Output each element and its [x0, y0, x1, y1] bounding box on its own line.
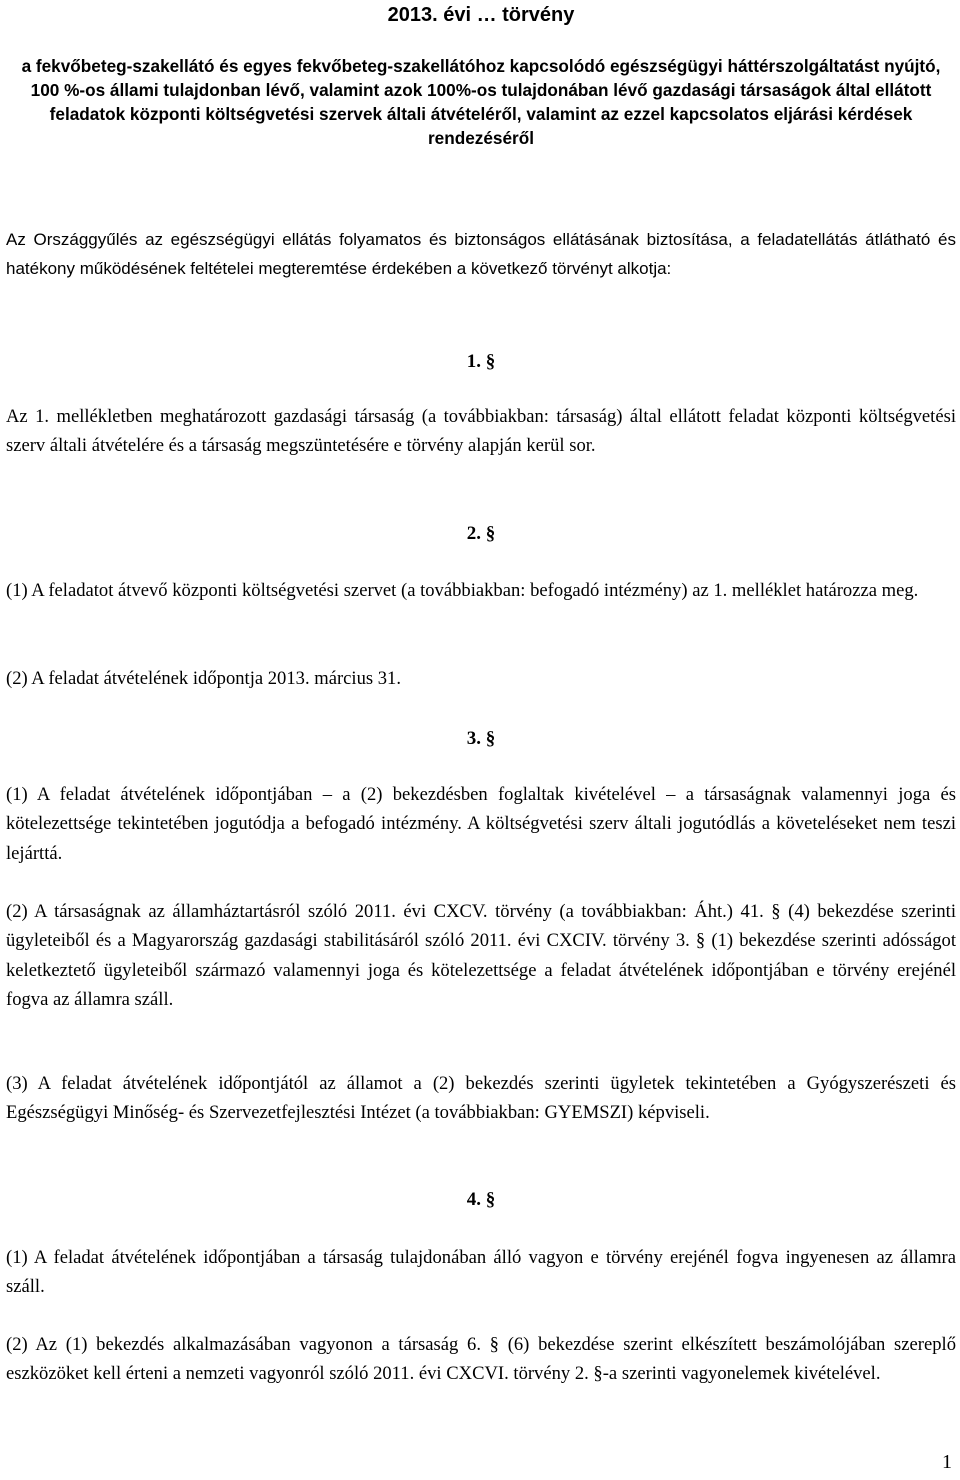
section-3-paragraph-1: (1) A feladat átvételének időpontjában – a (2) bekezdésben foglaltak kivételével – a társaságnak valamennyi joga és kötelezettsége tekintetében jogutódja a befogadó intézmény. A költségvetési szerv általi jogutódlás a követeléseket nem teszi lejárttá.	[6, 784, 956, 864]
section-3-paragraph-3: (3) A feladat átvételének időpontjától az államot a (2) bekezdés szerinti ügyletek tekintetében a Gyógyszerészeti és Egészségügyi Minőség- és Szervezetfejlesztési Intézet (a továbbiakban: GYEMSZI) képviseli.	[6, 1073, 956, 1124]
section-2-paragraph-1: (1) A feladatot átvevő központi költségvetési szervet (a továbbiakban: befogadó intézmény) az 1. melléklet határozza meg.	[6, 580, 919, 601]
section-4-heading: 4. §	[466, 1189, 496, 1210]
law-subtitle: a fekvőbeteg-szakellátó és egyes fekvőbeteg-szakellátóhoz kapcsolódó egészségügyi háttérszolgáltatást nyújtó, 100 %-os állami tulajdonban lévő, valamint azok 100%-os tulajdonában lévő gazdasági társaságok által ellátott feladatok központi költségvetési szervek általi átvételéről, valamint az ezzel kapcsolatos eljárási kérdések rendezéséről	[21, 56, 941, 148]
section-4-paragraph-1: (1) A feladat átvételének időpontjában a társaság tulajdonában álló vagyon e törvény erejénél fogva ingyenesen az államra száll.	[6, 1247, 956, 1298]
section-3-paragraph-2: (2) A társaságnak az államháztartásról szóló 2011. évi CXCV. törvény (a továbbiakban: Áht.) 41. § (4) bekezdése szerinti ügyleteiből és a Magyarország gazdasági stabilitásáról szóló 2011. évi CXCIV. törvény 3. § (1) bekezdése szerinti adósságot keletkeztető ügyleteiből származó valamennyi joga és kötelezettsége a feladat átvételének időpontjában e törvény erejénél fogva az államra száll.	[6, 901, 956, 1011]
section-1-paragraph-1: Az 1. mellékletben meghatározott gazdasági társaság (a továbbiakban: társaság) által ellátott feladat központi költségvetési szerv általi átvételére és a társaság megszüntetésére e törvény alapján kerül sor.	[6, 406, 956, 457]
page-number: 1	[942, 1451, 952, 1473]
section-2-heading: 2. §	[466, 523, 496, 544]
section-3-heading: 3. §	[466, 728, 496, 749]
section-2-paragraph-2: (2) A feladat átvételének időpontja 2013. március 31.	[6, 668, 401, 689]
section-4-paragraph-2: (2) Az (1) bekezdés alkalmazásában vagyonon a társaság 6. § (6) bekezdése szerint elkészített beszámolójában szereplő eszközöket kell érteni a nemzeti vagyonról szóló 2011. évi CXCVI. törvény 2. §-a szerinti vagyonelemek kivételével.	[6, 1334, 956, 1385]
law-title: 2013. évi … törvény	[387, 4, 575, 26]
section-1-heading: 1. §	[466, 351, 496, 372]
preamble: Az Országgyűlés az egészségügyi ellátás folyamatos és biztonságos ellátásának biztosítása, a feladatellátás átlátható és hatékony működésének feltételei megteremtése érdekében a következő törvényt alkotja:	[6, 230, 956, 278]
document-page	[6, 0, 956, 1480]
